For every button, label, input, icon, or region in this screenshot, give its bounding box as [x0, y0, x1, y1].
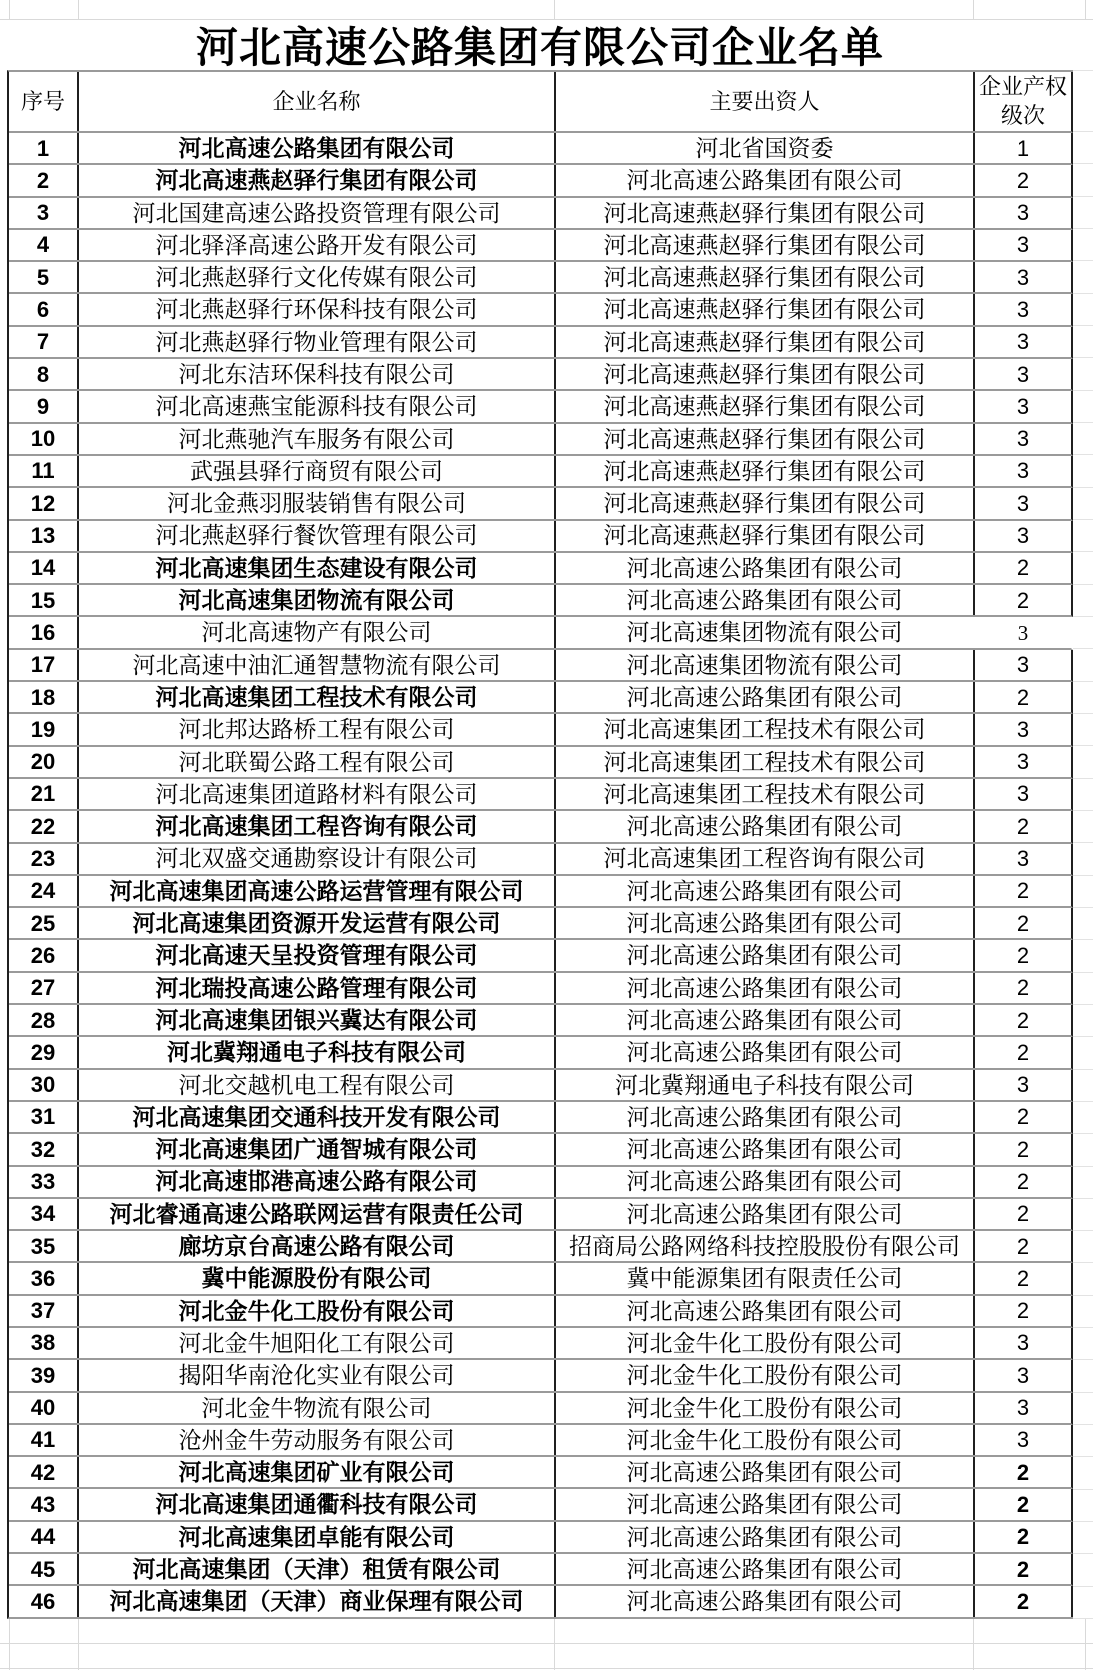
- cell-main-investor[interactable]: 河北高速公路集团有限公司: [556, 973, 975, 1003]
- cell-serial[interactable]: 35: [9, 1231, 79, 1261]
- cell-ownership-level[interactable]: 3: [1016, 329, 1030, 355]
- table-row: [9, 1586, 1073, 1616]
- gridline-horizontal: [1073, 1037, 1093, 1069]
- cell-serial[interactable]: 33: [9, 1167, 79, 1197]
- gridline-horizontal: [1073, 843, 1093, 875]
- cell-serial[interactable]: 3: [9, 198, 79, 228]
- table-row: [9, 1037, 1073, 1069]
- gridline-horizontal: [1073, 1425, 1093, 1457]
- cell-ownership-level[interactable]: 2: [1016, 975, 1030, 1001]
- gridline-horizontal: [1073, 1393, 1093, 1425]
- gridline-horizontal: [1073, 649, 1093, 681]
- cell-company-name[interactable]: 武强县驿行商贸有限公司: [79, 456, 556, 486]
- page-title: 河北高速公路集团有限公司企业名单: [195, 24, 884, 71]
- cell-main-investor[interactable]: 河北高速燕赵驿行集团有限公司: [556, 327, 975, 357]
- table-row: [9, 456, 1073, 488]
- cell-ownership-level[interactable]: 3: [1016, 1427, 1030, 1453]
- cell-ownership-level[interactable]: 3: [1016, 652, 1030, 678]
- cell-main-investor[interactable]: 河北高速燕赵驿行集团有限公司: [556, 456, 975, 486]
- gridline-horizontal: [1073, 197, 1093, 229]
- cell-serial[interactable]: 29: [9, 1037, 79, 1067]
- cell-company-name[interactable]: 河北高速公路集团有限公司: [79, 133, 556, 163]
- col-header-serial[interactable]: 序号: [9, 72, 79, 131]
- cell-company-name[interactable]: 河北燕赵驿行文化传媒有限公司: [79, 262, 556, 292]
- cell-main-investor[interactable]: 河北高速公路集团有限公司: [556, 940, 975, 970]
- table-row: [9, 1328, 1073, 1360]
- cell-company-name[interactable]: 河北高速集团卓能有限公司: [79, 1522, 556, 1552]
- gridline-horizontal: [1073, 71, 1093, 132]
- cell-serial[interactable]: 43: [9, 1489, 79, 1519]
- cell-main-investor[interactable]: 河北高速燕赵驿行集团有限公司: [556, 391, 975, 421]
- gridline-horizontal: [0, 1644, 1093, 1669]
- gridline-horizontal: [1073, 1457, 1093, 1489]
- cell-company-name[interactable]: 河北高速邯港高速公路有限公司: [79, 1167, 556, 1197]
- gridline-horizontal: [1073, 1134, 1093, 1166]
- cell-ownership-level[interactable]: 2: [1016, 1233, 1030, 1259]
- gridline-horizontal: [1073, 1005, 1093, 1037]
- gridline-vertical: [1085, 0, 1086, 19]
- cell-main-investor[interactable]: 河北高速公路集团有限公司: [556, 1489, 975, 1519]
- gridline-horizontal: [1073, 552, 1093, 584]
- cell-main-investor[interactable]: 河北金牛化工股份有限公司: [556, 1393, 975, 1423]
- cell-main-investor[interactable]: 河北高速公路集团有限公司: [556, 682, 975, 712]
- gridline-vertical: [973, 1619, 974, 1670]
- cell-main-investor[interactable]: 河北金牛化工股份有限公司: [556, 1360, 975, 1390]
- cell-ownership-level[interactable]: 3: [1016, 426, 1030, 452]
- cell-serial[interactable]: 9: [9, 391, 79, 421]
- cell-ownership-level[interactable]: 3: [1016, 361, 1030, 387]
- cell-company-name[interactable]: 河北驿泽高速公路开发有限公司: [79, 230, 556, 260]
- sheet-gridline-strip-bottom: [0, 1619, 1093, 1670]
- cell-main-investor[interactable]: 河北金牛化工股份有限公司: [556, 1425, 975, 1455]
- table-row: [9, 1263, 1073, 1295]
- cell-serial[interactable]: 38: [9, 1328, 79, 1358]
- cell-main-investor[interactable]: 河北高速集团工程咨询有限公司: [556, 844, 975, 874]
- gridline-horizontal: [1073, 779, 1093, 811]
- cell-company-name[interactable]: 河北金牛旭阳化工有限公司: [79, 1328, 556, 1358]
- gridline-horizontal: [1073, 1522, 1093, 1554]
- cell-serial[interactable]: 46: [9, 1586, 79, 1616]
- gridline-horizontal: [1073, 617, 1093, 649]
- cell-serial[interactable]: 28: [9, 1005, 79, 1035]
- gridline-horizontal: [1073, 940, 1093, 972]
- cell-main-investor[interactable]: 河北高速公路集团有限公司: [556, 1522, 975, 1552]
- table-row: [9, 1425, 1073, 1457]
- cell-main-investor[interactable]: 河北高速公路集团有限公司: [556, 876, 975, 906]
- cell-ownership-level[interactable]: 3: [1016, 200, 1030, 226]
- cell-company-name[interactable]: 河北高速集团（天津）商业保理有限公司: [79, 1586, 556, 1616]
- table-row: [9, 973, 1073, 1005]
- table-row: [9, 1489, 1073, 1521]
- cell-company-name[interactable]: 河北高速燕宝能源科技有限公司: [79, 391, 556, 421]
- gridline-horizontal: [1073, 455, 1093, 487]
- cell-company-name[interactable]: 河北高速集团广通智城有限公司: [79, 1134, 556, 1164]
- cell-ownership-level[interactable]: 2: [1016, 587, 1030, 613]
- gridline-horizontal: [1073, 520, 1093, 552]
- cell-company-name[interactable]: 河北高速集团资源开发运营有限公司: [79, 908, 556, 938]
- cell-serial[interactable]: 14: [9, 553, 79, 583]
- cell-serial[interactable]: 13: [9, 521, 79, 551]
- cell-company-name[interactable]: 河北高速集团银兴冀达有限公司: [79, 1005, 556, 1035]
- cell-ownership-level[interactable]: 2: [1016, 1136, 1030, 1162]
- cell-ownership-level[interactable]: 3: [1016, 264, 1030, 290]
- table-row: [9, 1070, 1073, 1102]
- sheet-title-cell[interactable]: [7, 20, 1073, 70]
- table-row: [9, 1554, 1073, 1586]
- cell-ownership-level[interactable]: 3: [1016, 296, 1030, 322]
- table-row: [9, 908, 1073, 940]
- cell-main-investor[interactable]: 河北高速公路集团有限公司: [556, 1037, 975, 1067]
- gridline-horizontal: [1073, 1231, 1093, 1263]
- cell-company-name[interactable]: 河北高速集团生态建设有限公司: [79, 553, 556, 583]
- cell-ownership-level[interactable]: 2: [1016, 1265, 1030, 1291]
- cell-company-name[interactable]: 河北联蜀公路工程有限公司: [79, 747, 556, 777]
- gridline-horizontal: [1073, 1070, 1093, 1102]
- table-row: [9, 553, 1073, 585]
- cell-main-investor[interactable]: 河北高速公路集团有限公司: [556, 1102, 975, 1132]
- gridline-vertical: [78, 0, 79, 19]
- cell-main-investor[interactable]: 河北金牛化工股份有限公司: [556, 1328, 975, 1358]
- cell-ownership-level[interactable]: 2: [1016, 555, 1030, 581]
- cell-company-name[interactable]: 河北燕赵驿行物业管理有限公司: [79, 327, 556, 357]
- cell-company-name[interactable]: 河北双盛交通勘察设计有限公司: [79, 844, 556, 874]
- gridline-vertical: [554, 1619, 555, 1670]
- gridline-vertical: [973, 0, 974, 19]
- cell-main-investor[interactable]: 河北高速公路集团有限公司: [556, 1554, 975, 1584]
- cell-company-name[interactable]: 河北高速燕赵驿行集团有限公司: [79, 165, 556, 195]
- cell-company-name[interactable]: 河北高速集团矿业有限公司: [79, 1457, 556, 1487]
- cell-company-name[interactable]: 河北高速集团物流有限公司: [79, 585, 556, 615]
- table-row: [9, 359, 1073, 391]
- table-row: [9, 327, 1073, 359]
- cell-serial[interactable]: 5: [9, 262, 79, 292]
- gridline-horizontal: [1073, 876, 1093, 908]
- cell-main-investor[interactable]: 河北高速集团工程技术有限公司: [556, 714, 975, 744]
- cell-ownership-level[interactable]: 3: [1016, 393, 1030, 419]
- cell-serial[interactable]: 6: [9, 294, 79, 324]
- gridline-horizontal: [1073, 391, 1093, 423]
- cell-serial[interactable]: 19: [9, 714, 79, 744]
- cell-company-name[interactable]: 河北燕赵驿行环保科技有限公司: [79, 294, 556, 324]
- cell-serial[interactable]: 30: [9, 1070, 79, 1100]
- table-row: [9, 1005, 1073, 1037]
- table-row: [9, 585, 1073, 617]
- cell-main-investor[interactable]: 河北高速燕赵驿行集团有限公司: [556, 294, 975, 324]
- cell-main-investor[interactable]: 河北高速燕赵驿行集团有限公司: [556, 424, 975, 454]
- cell-company-name[interactable]: 河北高速集团工程技术有限公司: [79, 682, 556, 712]
- gridline-horizontal: [1073, 714, 1093, 746]
- cell-main-investor[interactable]: 河北高速公路集团有限公司: [556, 1134, 975, 1164]
- cell-ownership-level[interactable]: 2: [1016, 167, 1030, 193]
- cell-company-name[interactable]: 冀中能源股份有限公司: [79, 1263, 556, 1293]
- table-row: [9, 424, 1073, 456]
- gridline-horizontal: [1073, 1263, 1093, 1295]
- cell-serial[interactable]: 21: [9, 779, 79, 809]
- gridline-horizontal: [1073, 326, 1093, 358]
- sheet-gridline-margin-right: [1073, 70, 1093, 1619]
- cell-serial[interactable]: 45: [9, 1554, 79, 1584]
- cell-serial[interactable]: 41: [9, 1425, 79, 1455]
- cell-serial[interactable]: 11: [9, 456, 79, 486]
- cell-serial[interactable]: 32: [9, 1134, 79, 1164]
- gridline-horizontal: [1073, 746, 1093, 778]
- cell-main-investor[interactable]: 河北高速燕赵驿行集团有限公司: [556, 230, 975, 260]
- cell-company-name[interactable]: 河北金燕羽服装销售有限公司: [79, 488, 556, 518]
- cell-ownership-level[interactable]: 2: [1016, 910, 1030, 936]
- cell-ownership-level[interactable]: 2: [1016, 1459, 1030, 1485]
- cell-ownership-level[interactable]: 2: [1016, 1556, 1030, 1582]
- cell-ownership-level[interactable]: 3: [1016, 1072, 1030, 1098]
- cell-company-name[interactable]: 廊坊京台高速公路有限公司: [79, 1231, 556, 1261]
- gridline-horizontal: [1073, 1102, 1093, 1134]
- table-row: [9, 294, 1073, 326]
- cell-main-investor[interactable]: 河北高速公路集团有限公司: [556, 585, 975, 615]
- gridline-vertical: [78, 1619, 79, 1670]
- cell-ownership-level[interactable]: 3: [1016, 1330, 1030, 1356]
- cell-ownership-level[interactable]: 2: [1016, 1104, 1030, 1130]
- cell-serial[interactable]: 2: [9, 165, 79, 195]
- gridline-horizontal: [1073, 973, 1093, 1005]
- table-row: [9, 230, 1073, 262]
- cell-main-investor[interactable]: 河北高速公路集团有限公司: [556, 811, 975, 841]
- cell-main-investor[interactable]: 河北高速燕赵驿行集团有限公司: [556, 262, 975, 292]
- cell-serial[interactable]: 17: [9, 650, 79, 680]
- table-row: [9, 1167, 1073, 1199]
- cell-main-investor[interactable]: 河北高速公路集团有限公司: [556, 1296, 975, 1326]
- cell-ownership-level[interactable]: 3: [1016, 458, 1030, 484]
- cell-serial[interactable]: 39: [9, 1360, 79, 1390]
- table-row: [9, 1296, 1073, 1328]
- table-row: [9, 682, 1073, 714]
- cell-main-investor[interactable]: 河北高速集团物流有限公司: [626, 619, 903, 646]
- cell-main-investor[interactable]: 河北高速公路集团有限公司: [556, 1457, 975, 1487]
- table-row: [9, 1393, 1073, 1425]
- cell-company-name[interactable]: 河北金牛物流有限公司: [79, 1393, 556, 1423]
- table-row: [9, 617, 1073, 649]
- cell-serial[interactable]: 23: [9, 844, 79, 874]
- cell-company-name[interactable]: 河北高速中油汇通智慧物流有限公司: [79, 650, 556, 680]
- table-row: [9, 391, 1073, 423]
- cell-main-investor[interactable]: 河北高速集团工程技术有限公司: [556, 747, 975, 777]
- cell-company-name[interactable]: 河北高速物产有限公司: [79, 617, 556, 647]
- table-row: [9, 1360, 1073, 1392]
- cell-serial[interactable]: 8: [9, 359, 79, 389]
- table-row: [9, 1231, 1073, 1263]
- table-row: [9, 940, 1073, 972]
- table-row: [9, 262, 1073, 294]
- table-row: [9, 1134, 1073, 1166]
- cell-company-name[interactable]: 河北高速集团交通科技开发有限公司: [79, 1102, 556, 1132]
- gridline-horizontal: [1073, 294, 1093, 326]
- cell-main-investor[interactable]: 冀中能源集团有限责任公司: [556, 1263, 975, 1293]
- cell-serial[interactable]: 40: [9, 1393, 79, 1423]
- cell-ownership-level[interactable]: 2: [1016, 1491, 1030, 1517]
- table-header-row: [9, 72, 1073, 133]
- cell-serial[interactable]: 24: [9, 876, 79, 906]
- cell-company-name[interactable]: 河北高速集团高速公路运营管理有限公司: [79, 876, 556, 906]
- cell-ownership-level[interactable]: 2: [1016, 684, 1030, 710]
- cell-ownership-level[interactable]: 3: [1016, 716, 1030, 742]
- cell-ownership-level[interactable]: 3: [1016, 490, 1030, 516]
- cell-serial[interactable]: 4: [9, 230, 79, 260]
- gridline-horizontal: [1073, 358, 1093, 390]
- cell-company-name[interactable]: 河北冀翔通电子科技有限公司: [79, 1037, 556, 1067]
- gridline-horizontal: [1073, 1296, 1093, 1328]
- table-row: [9, 165, 1073, 197]
- cell-main-investor[interactable]: 河北高速燕赵驿行集团有限公司: [556, 198, 975, 228]
- cell-ownership-level[interactable]: 2: [1016, 942, 1030, 968]
- cell-company-name[interactable]: 河北高速集团（天津）租赁有限公司: [79, 1554, 556, 1584]
- cell-ownership-level[interactable]: 3: [1016, 749, 1030, 775]
- cell-ownership-level[interactable]: 2: [1016, 1039, 1030, 1065]
- col-header-company-name[interactable]: 企业名称: [79, 72, 556, 131]
- table-row: [9, 779, 1073, 811]
- cell-serial[interactable]: 36: [9, 1263, 79, 1293]
- gridline-horizontal: [1073, 1554, 1093, 1586]
- gridline-horizontal: [1073, 164, 1093, 196]
- table-row: [9, 1522, 1073, 1554]
- cell-ownership-level[interactable]: 2: [1016, 878, 1030, 904]
- cell-company-name[interactable]: 揭阳华南沧化实业有限公司: [79, 1360, 556, 1390]
- gridline-horizontal: [1073, 132, 1093, 164]
- table-row: [9, 811, 1073, 843]
- cell-main-investor[interactable]: 河北高速公路集团有限公司: [556, 165, 975, 195]
- table-body: [9, 133, 1073, 1617]
- gridline-horizontal: [1073, 682, 1093, 714]
- cell-serial[interactable]: 25: [9, 908, 79, 938]
- cell-ownership-level[interactable]: 2: [1016, 1007, 1030, 1033]
- cell-company-name[interactable]: 河北国建高速公路投资管理有限公司: [79, 198, 556, 228]
- cell-serial[interactable]: 34: [9, 1199, 79, 1229]
- gridline-horizontal: [1073, 261, 1093, 293]
- col-header-ownership-level[interactable]: 企业产权级次: [978, 73, 1067, 128]
- table-row: [9, 714, 1073, 746]
- cell-serial[interactable]: 26: [9, 940, 79, 970]
- cell-ownership-level[interactable]: 3: [1016, 1362, 1030, 1388]
- cell-ownership-level[interactable]: 2: [1016, 1201, 1030, 1227]
- table-row: [9, 1457, 1073, 1489]
- cell-main-investor[interactable]: 河北高速公路集团有限公司: [556, 1586, 975, 1616]
- gridline-horizontal: [1073, 1199, 1093, 1231]
- cell-main-investor[interactable]: 河北高速集团工程技术有限公司: [556, 779, 975, 809]
- table-row: [9, 198, 1073, 230]
- table-row: [9, 133, 1073, 165]
- cell-main-investor[interactable]: 河北冀翔通电子科技有限公司: [556, 1070, 975, 1100]
- enterprise-table: [7, 70, 1073, 1619]
- cell-ownership-level[interactable]: 1: [1016, 135, 1030, 161]
- cell-ownership-level[interactable]: 3: [1017, 620, 1029, 645]
- gridline-horizontal: [1073, 1328, 1093, 1360]
- cell-company-name[interactable]: 河北高速集团通衢科技有限公司: [79, 1489, 556, 1519]
- cell-main-investor[interactable]: 河北高速公路集团有限公司: [556, 553, 975, 583]
- cell-ownership-level[interactable]: 3: [1016, 232, 1030, 258]
- cell-serial[interactable]: 10: [9, 424, 79, 454]
- gridline-horizontal: [1073, 423, 1093, 455]
- cell-main-investor[interactable]: 河北高速集团物流有限公司: [556, 650, 975, 680]
- cell-serial[interactable]: 20: [9, 747, 79, 777]
- cell-serial[interactable]: 15: [9, 585, 79, 615]
- gridline-horizontal: [1073, 1587, 1093, 1619]
- cell-main-investor[interactable]: 招商局公路网络科技控股股份有限公司: [556, 1231, 975, 1261]
- cell-main-investor[interactable]: 河北高速公路集团有限公司: [556, 1167, 975, 1197]
- cell-serial[interactable]: 37: [9, 1296, 79, 1326]
- cell-ownership-level[interactable]: 3: [1016, 523, 1030, 549]
- cell-company-name[interactable]: 河北金牛化工股份有限公司: [79, 1296, 556, 1326]
- cell-ownership-level[interactable]: 2: [1016, 1588, 1030, 1614]
- cell-ownership-level[interactable]: 3: [1016, 1395, 1030, 1421]
- gridline-horizontal: [1073, 585, 1093, 617]
- cell-serial[interactable]: 12: [9, 488, 79, 518]
- gridline-vertical: [1085, 1619, 1086, 1670]
- cell-ownership-level[interactable]: 3: [1016, 781, 1030, 807]
- gridline-vertical: [9, 0, 10, 19]
- cell-ownership-level[interactable]: 2: [1016, 1298, 1030, 1324]
- cell-company-name[interactable]: 河北高速集团道路材料有限公司: [79, 779, 556, 809]
- cell-ownership-level[interactable]: 2: [1016, 1169, 1030, 1194]
- cell-main-investor[interactable]: 河北高速燕赵驿行集团有限公司: [556, 488, 975, 518]
- cell-company-name[interactable]: 河北高速集团工程咨询有限公司: [79, 811, 556, 841]
- cell-company-name[interactable]: 河北高速天呈投资管理有限公司: [79, 940, 556, 970]
- cell-main-investor[interactable]: 河北高速公路集团有限公司: [556, 1005, 975, 1035]
- table-row: [9, 488, 1073, 520]
- cell-main-investor[interactable]: 河北高速燕赵驿行集团有限公司: [556, 521, 975, 551]
- cell-ownership-level[interactable]: 2: [1016, 1524, 1030, 1550]
- cell-company-name[interactable]: 河北燕驰汽车服务有限公司: [79, 424, 556, 454]
- cell-main-investor[interactable]: 河北高速公路集团有限公司: [556, 1199, 975, 1229]
- gridline-horizontal: [0, 1619, 1093, 1644]
- gridline-horizontal: [1073, 229, 1093, 261]
- cell-serial[interactable]: 44: [9, 1522, 79, 1552]
- cell-serial[interactable]: 22: [9, 811, 79, 841]
- cell-serial[interactable]: 16: [9, 617, 79, 647]
- cell-company-name[interactable]: 沧州金牛劳动服务有限公司: [79, 1425, 556, 1455]
- col-header-main-investor[interactable]: 主要出资人: [556, 72, 975, 131]
- cell-main-investor[interactable]: 河北省国资委: [556, 133, 975, 163]
- cell-main-investor[interactable]: 河北高速燕赵驿行集团有限公司: [556, 359, 975, 389]
- table-row: [9, 1199, 1073, 1231]
- cell-ownership-level[interactable]: 3: [1016, 846, 1030, 872]
- cell-company-name[interactable]: 河北睿通高速公路联网运营有限责任公司: [79, 1199, 556, 1229]
- gridline-horizontal: [1073, 1360, 1093, 1392]
- cell-serial[interactable]: 27: [9, 973, 79, 1003]
- cell-ownership-level[interactable]: 2: [1016, 813, 1030, 839]
- table-row: [9, 876, 1073, 908]
- cell-company-name[interactable]: 河北东洁环保科技有限公司: [79, 359, 556, 389]
- cell-company-name[interactable]: 河北邦达路桥工程有限公司: [79, 714, 556, 744]
- table-row: [9, 650, 1073, 682]
- cell-serial[interactable]: 42: [9, 1457, 79, 1487]
- cell-main-investor[interactable]: 河北高速公路集团有限公司: [556, 908, 975, 938]
- cell-company-name[interactable]: 河北燕赵驿行餐饮管理有限公司: [79, 521, 556, 551]
- cell-serial[interactable]: 18: [9, 682, 79, 712]
- cell-serial[interactable]: 1: [9, 133, 79, 163]
- gridline-horizontal: [1073, 811, 1093, 843]
- cell-serial[interactable]: 31: [9, 1102, 79, 1132]
- table-row: [9, 521, 1073, 553]
- gridline-horizontal: [1073, 1490, 1093, 1522]
- cell-company-name[interactable]: 河北瑞投高速公路管理有限公司: [79, 973, 556, 1003]
- table-row: [9, 844, 1073, 876]
- cell-company-name[interactable]: 河北交越机电工程有限公司: [79, 1070, 556, 1100]
- table-row: [9, 747, 1073, 779]
- gridline-horizontal: [1073, 488, 1093, 520]
- cell-serial[interactable]: 7: [9, 327, 79, 357]
- gridline-horizontal: [1073, 908, 1093, 940]
- gridline-vertical: [9, 1619, 10, 1670]
- table-row: [9, 1102, 1073, 1134]
- gridline-horizontal: [1073, 1167, 1093, 1199]
